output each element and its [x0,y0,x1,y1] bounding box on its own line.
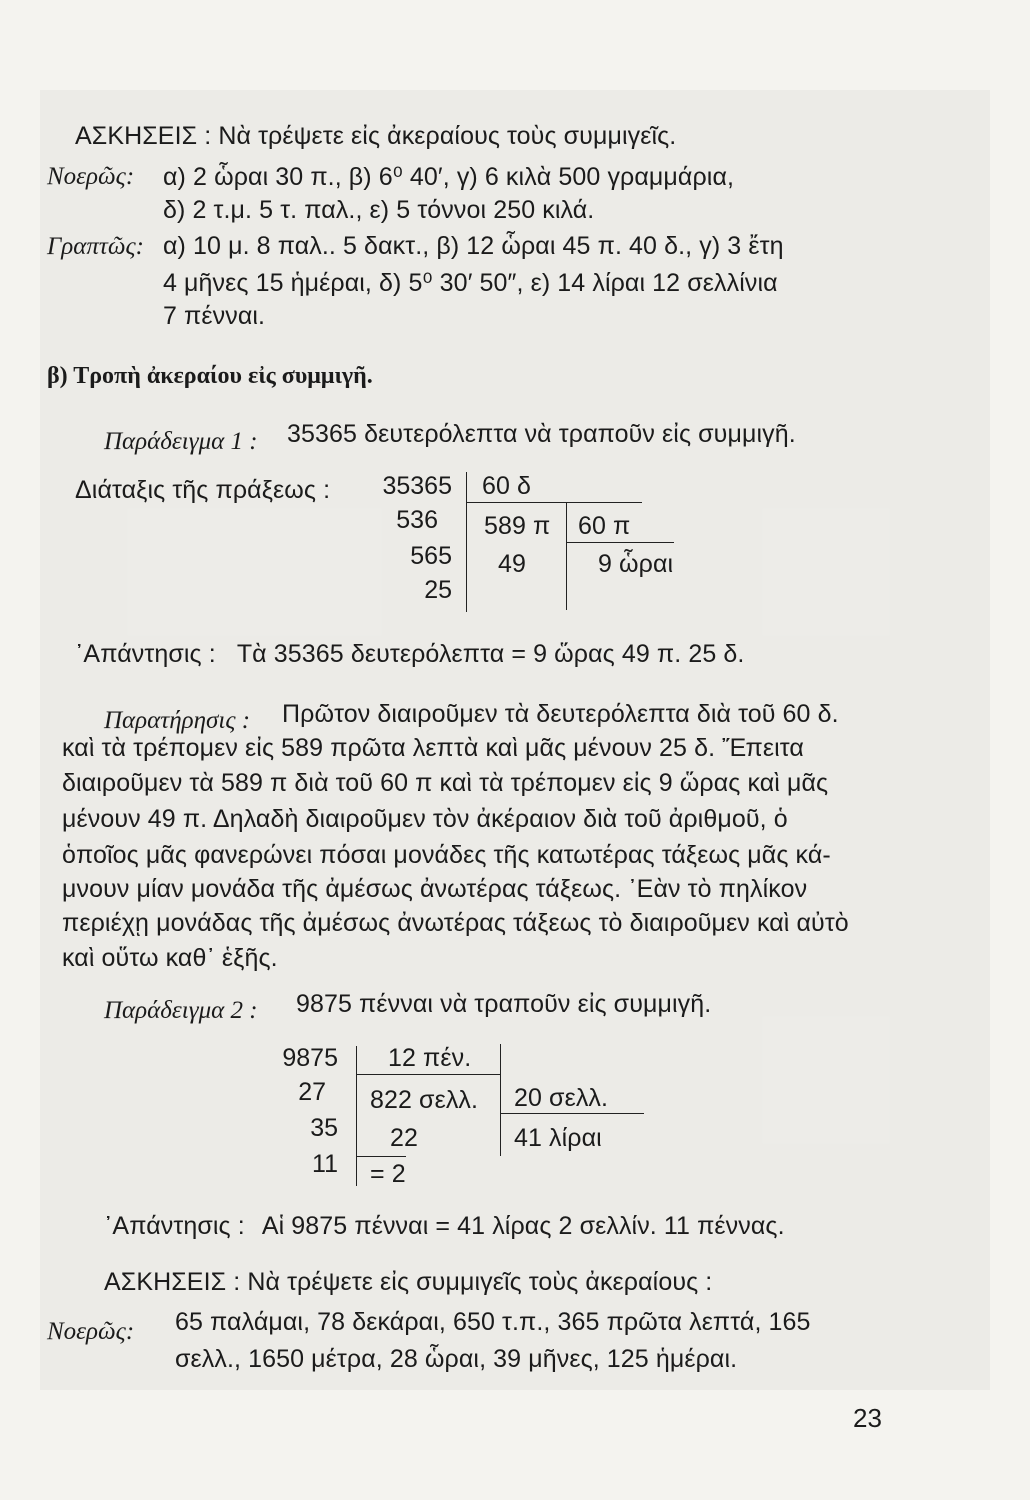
division1-dividend-2: 536 [396,506,438,534]
exercises-2-heading [104,1268,712,1297]
remark-label: Παρατήρησις : [104,707,251,734]
division2-divisor-1: 12 πέν. [388,1044,472,1072]
division2-dividend-3: 35 [310,1114,338,1142]
exercises-heading-label: ΑΣΚΗΣΕΙΣ : [75,122,212,150]
division1-hline-2 [566,542,674,543]
division1-remainder-2: 49 [498,550,527,578]
division1-dividend-3: 565 [410,542,452,570]
division2-hline-2 [500,1113,644,1114]
exercises-2-heading-text: Νὰ τρέψετε εἰς συμμιγεῖς τοὺς ἀκεραίους : [247,1268,713,1296]
remark-line-3: διαιροῦμεν τὰ 589 π διὰ τοῦ 60 π καὶ τὰ τρέπομεν εἰς 9 ὥρας καὶ μᾶς [62,769,829,797]
written-line-3: 7 πένναι. [163,302,266,330]
division1-divisor-2: 60 π [578,512,631,540]
remark-line-5: ὁποῖος μᾶς φανερώνει πόσαι μονάδες τῆς κατωτέρας τάξεως μᾶς κά- [62,841,831,869]
remark-line-6: μνουν μίαν μονάδα τῆς ἀμέσως ἀνωτέρας τάξεως. ᾿Εὰν τὸ πηλίκον [62,875,808,903]
exercises-2-oral-label: Νοερῶς: [47,1318,135,1345]
division2-hline-1 [356,1074,500,1075]
division2-dividend-1: 9875 [282,1044,338,1072]
oral-label: Νοερῶς: [47,163,135,190]
division2-vline-1 [356,1046,357,1186]
example-1-answer [75,640,744,669]
written-label: Γραπτῶς: [47,233,144,260]
answer-2-label: ᾿Απάντησις : [104,1212,245,1240]
exercises-2-line-2: σελλ., 1650 μέτρα, 28 ὧραι, 39 μῆνες, 125 ἡμέραι. [175,1345,738,1373]
remark-line-1: Πρῶτον διαιροῦμεν τὰ δευτερόλεπτα διὰ τοῦ 60 δ. [282,700,839,728]
oral-line-2: δ) 2 τ.μ. 5 τ. παλ., ε) 5 τόννοι 250 κιλά. [163,196,595,224]
division2-remainder-3: = 2 [370,1160,406,1188]
oral-line-1: α) 2 ὧραι 30 π., β) 6⁰ 40′, γ) 6 κιλὰ 500 γραμμάρια, [163,163,735,191]
example-1-text: 35365 δευτερόλεπτα νὰ τραποῦν εἰς συμμιγῆ. [287,420,796,448]
division2-quotient-2: 41 λίραι [514,1124,602,1152]
division1-vline-1 [466,472,467,612]
division2-dividend-2: 27 [298,1078,326,1106]
division1-quotient-1: 589 π [484,512,551,540]
remark-line-8: καὶ οὕτω καθ᾿ ἑξῆς. [62,944,278,972]
written-line-1: α) 10 μ. 8 παλ.. 5 δακτ., β) 12 ὧραι 45 π. 40 δ., γ) 3 ἔτη [163,232,784,260]
division2-divisor-2: 20 σελλ. [514,1084,609,1112]
remark-line-2: καὶ τὰ τρέπομεν εἰς 589 πρῶτα λεπτὰ καὶ μᾶς μένουν 25 δ. Ἔπειτα [62,734,804,762]
layout-label: Διάταξις τῆς πράξεως : [75,476,331,504]
division2-dividend-4: 11 [312,1150,338,1178]
division2-vline-2 [500,1044,501,1156]
division2-quotient-1: 822 σελλ. [370,1086,479,1114]
remark-line-4: μένουν 49 π. Δηλαδὴ διαιροῦμεν τὸν ἀκέραιον διὰ τοῦ ἀριθμοῦ, ὁ [62,805,788,833]
division1-dividend-1: 35365 [382,472,452,500]
division1-dividend-4: 25 [424,576,452,604]
division2-hline-3 [356,1156,406,1157]
answer-1-text: Τὰ 35365 δευτερόλεπτα = 9 ὥρας 49 π. 25 δ. [236,640,745,668]
exercises-heading-text: Νὰ τρέψετε εἰς ἀκεραίους τοὺς συμμιγεῖς. [218,122,677,150]
exercises-2-line-1: 65 παλάμαι, 78 δεκάραι, 650 τ.π., 365 πρῶτα λεπτά, 165 [175,1308,811,1336]
section-title: β) Τροπὴ ἀκεραίου εἰς συμμιγῆ. [47,363,373,389]
division1-vline-2 [566,502,567,610]
example-2-label: Παράδειγμα 2 : [104,997,258,1024]
division1-divisor-1: 60 δ [482,472,532,500]
division2-remainder-2: 22 [390,1124,419,1152]
page-number: 23 [853,1403,883,1433]
answer-1-label: ᾿Απάντησις : [75,640,216,668]
written-line-2: 4 μῆνες 15 ἡμέραι, δ) 5⁰ 30′ 50″, ε) 14 λίραι 12 σελλίνια [163,269,778,297]
example-1-label: Παράδειγμα 1 : [104,428,258,455]
division1-quotient-2: 9 ὧραι [598,550,674,578]
exercises-2-heading-label: ΑΣΚΗΣΕΙΣ : [104,1268,241,1296]
answer-2-text: Αἱ 9875 πένναι = 41 λίρας 2 σελλίν. 11 πέννας. [261,1212,785,1240]
exercises-heading [75,122,676,151]
example-2-answer [104,1212,785,1241]
example-2-text: 9875 πένναι νὰ τραποῦν εἰς συμμιγῆ. [296,990,712,1018]
remark-line-7: περιέχῃ μονάδας τῆς ἀμέσως ἀνωτέρας τάξεως τὸ διαιροῦμεν καὶ αὐτὸ [62,909,849,937]
division1-hline-1 [466,502,642,503]
